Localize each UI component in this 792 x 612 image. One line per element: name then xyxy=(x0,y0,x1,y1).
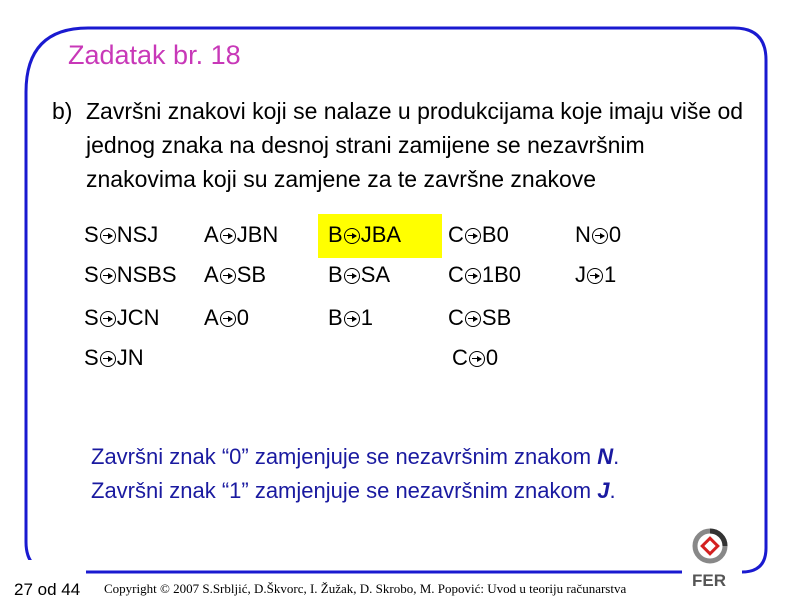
item-marker: b) xyxy=(52,98,73,124)
production-lhs: A xyxy=(204,305,219,330)
arrow-icon xyxy=(465,268,481,284)
production-rhs: B0 xyxy=(481,222,509,247)
arrow-icon xyxy=(100,268,116,284)
production-rhs: 0 xyxy=(236,305,249,330)
production-rhs: JN xyxy=(116,345,144,370)
production-12 xyxy=(328,305,373,331)
arrow-icon xyxy=(465,311,481,327)
arrow-icon xyxy=(592,228,608,244)
note-0 xyxy=(91,444,619,470)
production-13 xyxy=(448,305,511,331)
production-0 xyxy=(84,222,158,248)
arrow-icon xyxy=(344,268,360,284)
production-rhs: SB xyxy=(481,305,512,330)
production-lhs: S xyxy=(84,262,99,287)
production-rhs: 1 xyxy=(360,305,373,330)
production-rhs: 1 xyxy=(604,262,617,287)
production-14 xyxy=(84,345,144,371)
arrow-icon xyxy=(100,228,116,244)
item-text: Završni znakovi koji se nalaze u produkcijama koje imaju više od jednog znaka na desnoj strani zamijene se nezavršnim znakovima koji su zamjene za te završne znakove xyxy=(86,98,744,192)
production-lhs: N xyxy=(575,222,591,247)
production-lhs: A xyxy=(204,222,219,247)
production-11 xyxy=(204,305,249,331)
production-5 xyxy=(84,262,177,288)
production-1 xyxy=(204,222,278,248)
production-9 xyxy=(575,262,616,288)
production-rhs: NSJ xyxy=(116,222,159,247)
note-1-suffix: . xyxy=(609,478,616,503)
production-lhs: S xyxy=(84,222,99,247)
note-0-suffix: . xyxy=(613,444,620,469)
production-4 xyxy=(575,222,621,248)
arrow-icon xyxy=(587,268,603,284)
production-lhs: C xyxy=(452,345,468,370)
production-6 xyxy=(204,262,266,288)
production-10 xyxy=(84,305,159,331)
logo-text: FER xyxy=(692,571,726,590)
production-lhs: S xyxy=(84,345,99,370)
note-1-symbol: J xyxy=(597,478,610,503)
copyright-text: Copyright © 2007 S.Srbljić, D.Škvorc, I. Žužak, D. Skrobo, M. Popović: Uvod u teoriju računarstva xyxy=(104,581,627,596)
arrow-icon xyxy=(344,228,360,244)
production-lhs: B xyxy=(328,222,343,247)
note-1-prefix: Završni znak “1” zamjenjuje se nezavršnim znakom xyxy=(91,478,598,503)
production-3 xyxy=(448,222,509,248)
production-2 xyxy=(328,222,401,248)
production-lhs: B xyxy=(328,305,343,330)
production-rhs: SB xyxy=(236,262,267,287)
arrow-icon xyxy=(469,351,485,367)
production-lhs: C xyxy=(448,222,464,247)
arrow-icon xyxy=(465,228,481,244)
note-0-prefix: Završni znak “0” zamjenjuje se nezavršnim znakom xyxy=(91,444,598,469)
production-rhs: 0 xyxy=(485,345,499,370)
production-rhs: 0 xyxy=(608,222,622,247)
arrow-icon xyxy=(220,228,236,244)
slide-title: Zadatak br. 18 xyxy=(68,40,241,70)
arrow-icon xyxy=(220,311,236,327)
note-0-symbol: N xyxy=(597,444,614,469)
production-lhs: S xyxy=(84,305,99,330)
note-1 xyxy=(91,478,616,504)
page-number: 27 od 44 xyxy=(14,580,81,599)
arrow-icon xyxy=(344,311,360,327)
production-15 xyxy=(452,345,498,371)
production-rhs: JBN xyxy=(236,222,279,247)
production-rhs: JCN xyxy=(116,305,160,330)
fer-logo xyxy=(686,528,732,592)
production-lhs: C xyxy=(448,305,464,330)
production-lhs: C xyxy=(448,262,464,287)
production-rhs: JBA xyxy=(360,222,402,247)
production-rhs: SA xyxy=(360,262,391,287)
production-rhs: 1B0 xyxy=(481,262,522,287)
production-7 xyxy=(328,262,390,288)
arrow-icon xyxy=(100,351,116,367)
production-lhs: B xyxy=(328,262,343,287)
arrow-icon xyxy=(100,311,116,327)
production-rhs: NSBS xyxy=(116,262,177,287)
production-8 xyxy=(448,262,521,288)
production-lhs: A xyxy=(204,262,219,287)
arrow-icon xyxy=(220,268,236,284)
production-lhs: J xyxy=(575,262,586,287)
